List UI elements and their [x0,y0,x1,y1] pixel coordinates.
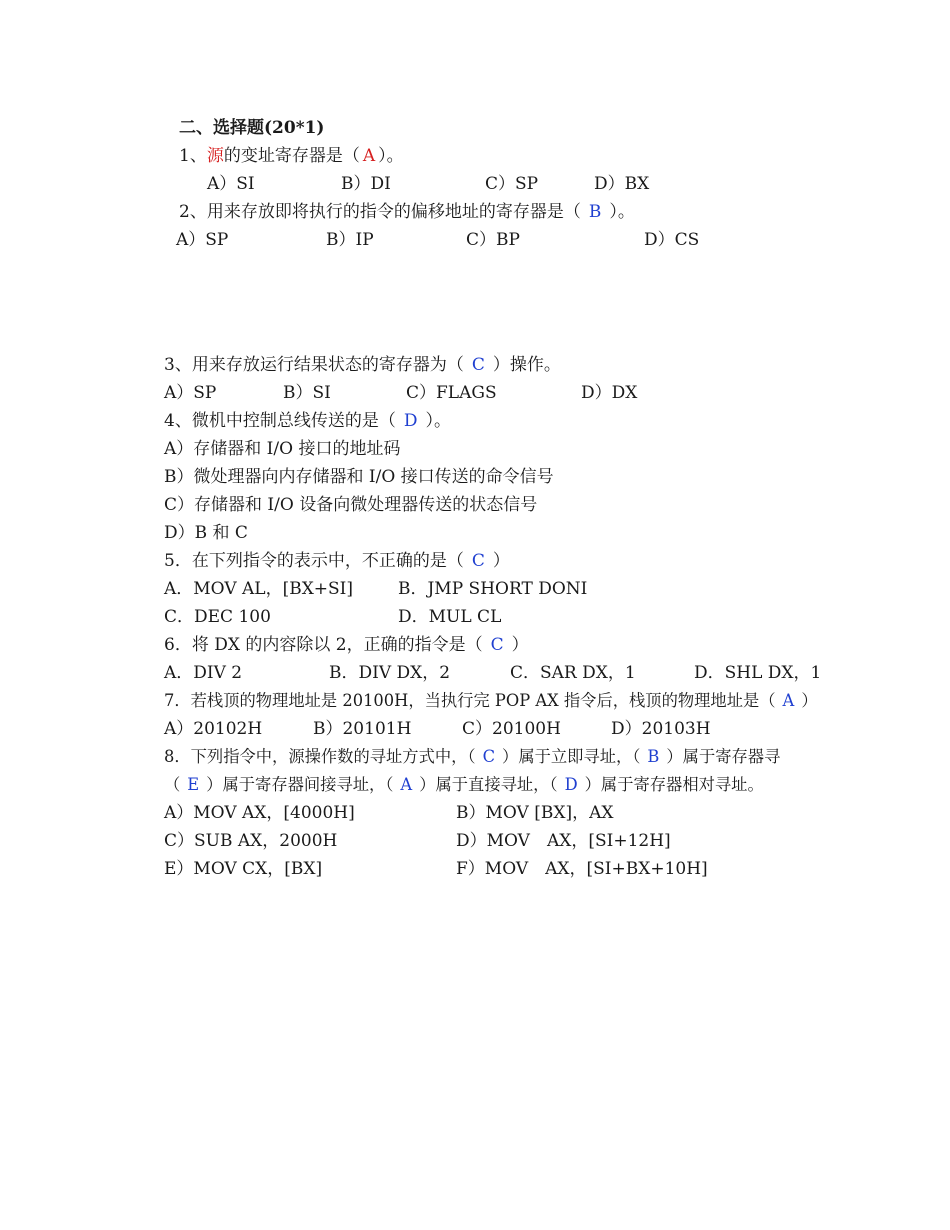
question-7-option-b: B）20101H [313,719,412,739]
question-4-option-a: A）存储器和 I/O 接口的地址码 [164,439,401,459]
question-1-option-b: B）DI [341,174,391,194]
question-3-close: ）操作。 [492,355,561,375]
question-8-answer-5: D [564,775,578,794]
question-8-option-c: C）SUB AX，2000H [164,831,338,851]
question-5-option-d: D．MUL CL [398,607,502,627]
question-5-close: ） [492,551,510,571]
question-2-close: ）。 [609,202,635,222]
section-title: 二、选择题(20*1) [179,118,325,138]
question-8-option-d: D）MOV AX，[SI+12H] [456,831,671,851]
question-1-option-d: D）BX [594,174,650,194]
question-4-option-d: D）B 和 C [164,523,248,543]
question-5-option-c: C．DEC 100 [164,607,271,627]
question-3-option-b: B）SI [283,383,331,403]
question-8-answer-3: E [187,775,200,794]
question-3-option-d: D）DX [581,383,638,403]
question-5-option-a: A．MOV AL，[BX+SI] [164,579,354,599]
question-7-text: 7．若栈顶的物理地址是 20100H，当执行完 POP AX 指令后，栈顶的物理地址是（ [164,691,776,710]
question-8-answer-1: C [482,747,496,766]
question-6 [164,634,529,656]
question-5-option-b: B．JMP SHORT DONI [398,579,588,599]
question-5-answer: C [471,551,485,571]
question-8-text-2: ）属于立即寻址，（ [502,747,641,766]
question-7-close: ） [801,691,818,710]
question-3-text: 3、用来存放运行结果状态的寄存器为（ [164,355,464,375]
question-4-option-c: C）存储器和 I/O 设备向微处理器传送的状态信号 [164,495,538,515]
question-4 [164,410,451,432]
question-8-text-4: （ [164,775,181,794]
question-5-text: 5．在下列指令的表示中，不正确的是（ [164,551,464,571]
question-1-text: 的变址寄存器是（ [223,146,360,166]
question-7-answer: A [782,691,795,710]
question-8-text-3: ）属于寄存器寻 [666,747,781,766]
question-3-answer: C [471,355,485,375]
question-8-option-f: F）MOV AX，[SI+BX+10H] [456,859,708,879]
question-8-option-e: E）MOV CX，[BX] [164,859,323,879]
question-6-option-d: D．SHL DX，1 [694,663,822,683]
question-1-option-a: A）SI [207,174,255,194]
question-8-option-b: B）MOV [BX]，AX [456,803,614,823]
question-6-option-b: B．DIV DX，2 [329,663,451,683]
question-3-option-c: C）FLAGS [406,383,497,403]
question-8-text-1: 8．下列指令中，源操作数的寻址方式中，（ [164,747,476,766]
question-6-answer: C [490,635,504,655]
question-8-line-2 [164,774,764,796]
question-6-option-a: A．DIV 2 [164,663,243,683]
question-3 [164,354,561,376]
question-7 [164,690,818,712]
question-1 [179,145,404,167]
question-8-option-a: A）MOV AX，[4000H] [164,803,355,823]
question-2-option-b: B）IP [326,230,374,250]
question-1-close: ）。 [378,146,404,166]
question-4-answer: D [403,411,418,431]
question-8-answer-4: A [400,775,413,794]
question-8-line-1 [164,746,780,768]
question-2 [179,201,635,223]
question-1-number: 1、 [179,146,207,166]
question-4-option-b: B）微处理器向内存储器和 I/O 接口传送的命令信号 [164,467,554,487]
question-2-answer: B [588,202,602,222]
question-2-option-d: D）CS [644,230,700,250]
question-4-close: ）。 [425,411,451,431]
question-5 [164,550,510,572]
question-4-text: 4、微机中控制总线传送的是（ [164,411,396,431]
question-8-answer-2: B [647,747,660,766]
question-6-option-c: C．SAR DX，1 [510,663,636,683]
question-1-option-c: C）SP [485,174,539,194]
question-8-text-5: ）属于寄存器间接寻址，（ [206,775,394,794]
question-7-option-a: A）20102H [164,719,263,739]
question-7-option-c: C）20100H [462,719,561,739]
question-8-text-6: ）属于直接寻址，（ [419,775,558,794]
question-2-option-a: A）SP [176,230,229,250]
question-6-text: 6．将 DX 的内容除以 2，正确的指令是（ [164,635,483,655]
question-2-option-c: C）BP [466,230,520,250]
question-8-text-7: ）属于寄存器相对寻址。 [584,775,764,794]
question-1-highlight: 源 [206,146,224,166]
question-3-option-a: A）SP [164,383,217,403]
question-1-answer: A [362,146,376,166]
question-7-option-d: D）20103H [611,719,711,739]
question-2-text: 2、用来存放即将执行的指令的偏移地址的寄存器是（ [179,202,581,222]
question-6-close: ） [511,635,529,655]
